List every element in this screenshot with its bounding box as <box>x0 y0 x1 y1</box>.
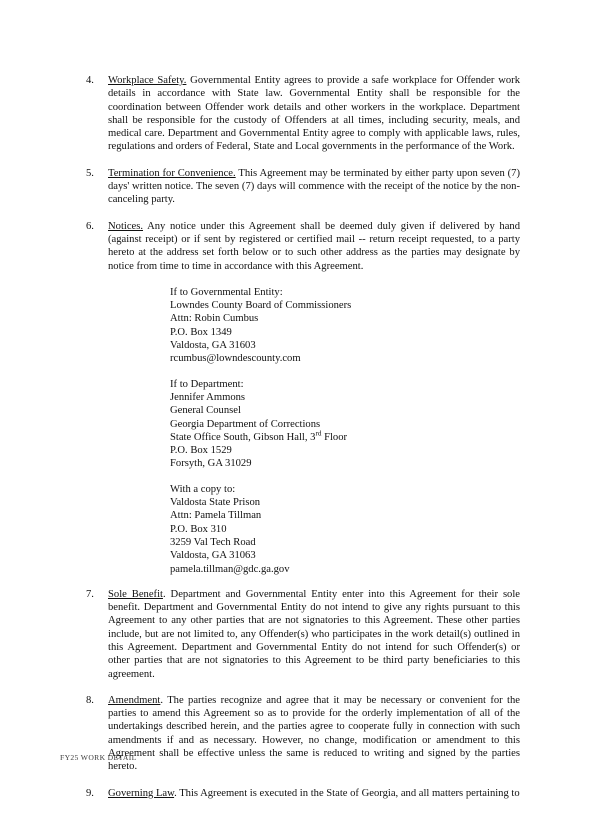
clause-8-text: . The parties recognize and agree that it may be necessary or convenient for the parties to amend this Agreement so as to provide for the orderly implementation of all of the undertakings described herein, and the parties agree to cooperate fully in connection with such amendments if and as necessary. However, no change, modification or amendment to this Agreement shall be effective unless the same is reduced to writing and signed by the parties hereto. <box>108 694 520 773</box>
clause-5-number: 5. <box>86 167 94 179</box>
clause-4 <box>86 74 520 154</box>
clause-7-heading: Sole Benefit <box>108 588 163 600</box>
clause-5-text: This Agreement may be terminated by either party upon seven (7) days' written notice. The seven (7) days will commence with the receipt of the notice by the non-canceling party. <box>108 167 520 206</box>
clause-7-body <box>108 588 520 681</box>
address-line: Valdosta, GA 31063 <box>170 550 256 562</box>
address-line: Attn: Pamela Tillman <box>170 510 262 522</box>
clause-4-body <box>108 74 520 154</box>
clause-5-heading: Termination for Convenience. <box>108 167 236 179</box>
address-label-department: If to Department: <box>170 378 244 390</box>
document-body <box>86 74 520 813</box>
clause-9-number: 9. <box>86 787 94 799</box>
clause-9-body <box>108 787 520 800</box>
clause-8 <box>86 694 520 774</box>
address-line: Valdosta, GA 31603 <box>170 340 256 352</box>
clause-4-heading: Workplace Safety. <box>108 75 187 86</box>
clause-6-text: Any notice under this Agreement shall be deemed duly given if delivered by hand (against receipt) or if sent by registered or certified mail -- return receipt requested, to a party hereto at the address set forth below or to such other address as the parties may designate by notice from time to time in accordance with this Agreement. <box>108 220 520 272</box>
clause-7 <box>86 588 520 681</box>
address-line: P.O. Box 1349 <box>170 326 232 338</box>
clause-6-heading: Notices. <box>108 220 144 232</box>
address-lines-department <box>170 391 520 471</box>
address-floor-ordinal: rd <box>315 429 322 438</box>
clause-6-number: 6. <box>86 220 94 232</box>
clause-4-text: Governmental Entity agrees to provide a safe workplace for Offender work details in accordance with State law. Governmental Entity shall be responsible for the coordination between Offender work details and other workers in the workplace. Department shall be responsible for the custody of Offenders at all times, including security, meals, and medical care. Department and Governmental Entity agree to comply with applicable laws, rules, regulations and orders of Federal, State and Local governments in the performance of the Work. <box>108 75 520 153</box>
clause-7-number: 7. <box>86 588 94 600</box>
clause-6 <box>86 220 520 273</box>
address-line-floor <box>170 431 520 444</box>
clause-9 <box>86 787 520 800</box>
address-line: Georgia Department of Corrections <box>170 418 321 430</box>
clause-5-body <box>108 167 520 207</box>
clause-4-number: 4. <box>86 75 94 86</box>
address-line: Jennifer Ammons <box>170 391 246 403</box>
address-line: Valdosta State Prison <box>170 497 261 509</box>
address-block-governmental-entity <box>86 286 520 366</box>
address-line: P.O. Box 1529 <box>170 445 232 457</box>
address-line: 3259 Val Tech Road <box>170 536 256 548</box>
address-line: Attn: Robin Cumbus <box>170 313 259 325</box>
clause-9-heading: Governing Law <box>108 787 175 799</box>
address-lines-copy-to <box>170 496 520 576</box>
address-email: pamela.tillman@gdc.ga.gov <box>170 563 290 575</box>
address-email: rcumbus@lowndescounty.com <box>170 353 301 365</box>
notice-addresses <box>86 286 520 576</box>
address-block-copy-to <box>86 483 520 576</box>
address-line: General Counsel <box>170 405 241 417</box>
clause-8-body <box>108 694 520 774</box>
address-block-department <box>86 378 520 471</box>
page-footer: FY25 WORK DETAIL <box>60 753 137 762</box>
address-label-governmental-entity: If to Governmental Entity: <box>170 286 283 298</box>
address-line: Forsyth, GA 31029 <box>170 458 252 470</box>
address-floor-tail: Floor <box>321 431 348 443</box>
clause-7-text: . Department and Governmental Entity enter into this Agreement for their sole benefit. Department and Governmental Entity do not intend to give any rights pursuant to this Agreement to any other parties that are not signatories to this Agreement. These other parties include, but are not limited to, any Offender(s) who participates in the work detail(s) outlined in this Agreement. Department and Governmental Entity do not intend for such Offender(s) or other parties that are not signatories to this Agreement to be third party beneficiaries to this agreement. <box>108 588 521 680</box>
address-line: Lowndes County Board of Commissioners <box>170 300 352 312</box>
address-lines-governmental-entity <box>170 299 520 365</box>
clause-8-number: 8. <box>86 694 94 706</box>
clause-6-body <box>108 220 520 273</box>
address-line: P.O. Box 310 <box>170 523 227 535</box>
address-floor-base: State Office South, Gibson Hall, 3 <box>170 431 316 443</box>
clause-8-heading: Amendment <box>108 694 161 706</box>
clause-5 <box>86 167 520 207</box>
clause-9-text: . This Agreement is executed in the State of Georgia, and all matters pertaining to <box>174 787 520 799</box>
address-label-copy-to: With a copy to: <box>170 483 236 495</box>
